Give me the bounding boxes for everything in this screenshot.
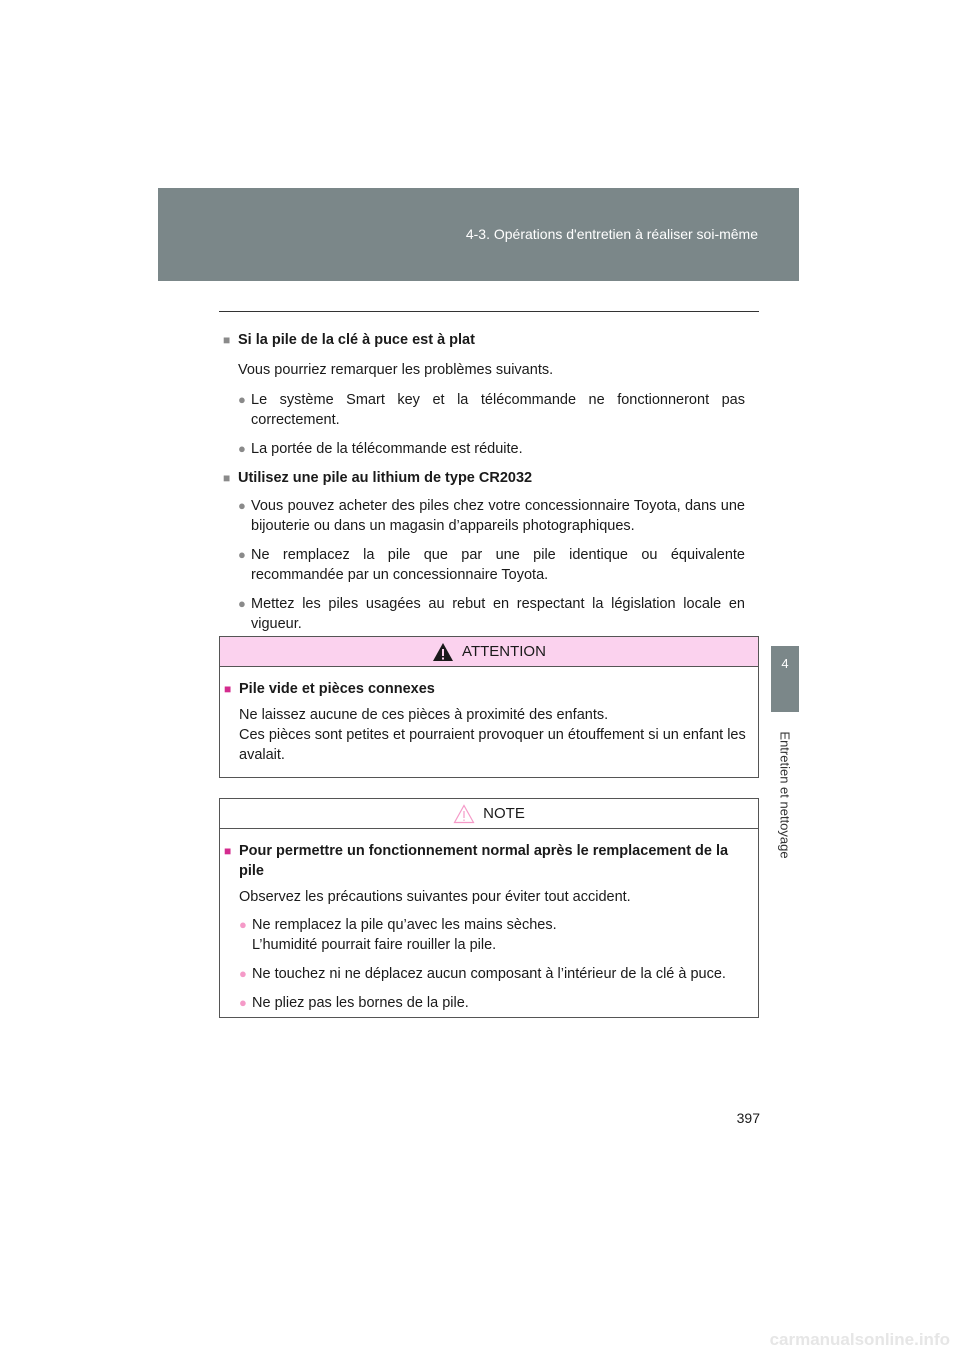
square-icon: ■ xyxy=(224,682,232,696)
note-body xyxy=(220,829,758,1013)
warning-triangle-outline-icon xyxy=(453,804,475,824)
chapter-tab-label xyxy=(771,715,799,875)
circle-bullet-icon: ● xyxy=(238,596,246,611)
note-heading: ■ Pour permettre un fonctionnement normal après le remplacement de la pile xyxy=(224,843,729,879)
list-item: ● La portée de la télécommande est réduite. xyxy=(238,441,523,457)
list-item: ● Vous pouvez acheter des piles chez votre concessionnaire Toyota, dans une bijouterie ou dans un magasin d’appareils photographiques. xyxy=(238,498,745,534)
section-paragraph: Vous pourriez remarquer les problèmes suivants. xyxy=(238,362,554,378)
attention-box xyxy=(219,636,759,778)
list-item: ● Le système Smart key et la télécommande ne fonctionneront pas correctement. xyxy=(238,392,745,428)
list-item: ● Ne pliez pas les bornes de la pile. xyxy=(239,995,469,1011)
circle-bullet-icon: ● xyxy=(238,392,246,407)
note-header xyxy=(220,799,758,829)
attention-body xyxy=(220,667,758,765)
warning-triangle-icon xyxy=(432,642,454,662)
circle-bullet-icon: ● xyxy=(238,498,246,513)
page-number: 397 xyxy=(736,1110,760,1126)
circle-bullet-icon: ● xyxy=(239,917,247,932)
square-icon: ■ xyxy=(223,471,231,485)
square-icon: ■ xyxy=(223,333,231,347)
chapter-title: 4-3. Opérations d'entretien à réaliser soi-même xyxy=(465,226,758,242)
list-item: ● Ne remplacez la pile que par une pile identique ou équivalente recommandée par un concessionnaire Toyota. xyxy=(238,547,745,583)
section-divider xyxy=(219,311,759,312)
section-heading: ■ Si la pile de la clé à puce est à plat xyxy=(223,332,475,348)
circle-bullet-icon: ● xyxy=(238,547,246,562)
note-box xyxy=(219,798,759,1018)
chapter-tab-label-text: Entretien et nettoyage xyxy=(777,731,793,859)
section-heading: ■ Utilisez une pile au lithium de type CR2032 xyxy=(223,470,533,486)
square-icon: ■ xyxy=(224,844,232,858)
chapter-tab-number: 4 xyxy=(771,646,799,712)
main-content xyxy=(223,330,745,643)
list-item: ● Ne remplacez la pile qu’avec les mains sèches. L’humidité pourrait faire rouiller la pile. xyxy=(239,917,557,953)
attention-header xyxy=(220,637,758,667)
list-item: ● Mettez les piles usagées au rebut en respectant la législation locale en vigueur. xyxy=(238,596,745,632)
attention-heading: ■ Pile vide et pièces connexes xyxy=(224,681,435,697)
circle-bullet-icon: ● xyxy=(238,441,246,456)
chapter-header-band xyxy=(158,188,799,281)
list-item: ● Ne touchez ni ne déplacez aucun composant à l’intérieur de la clé à puce. xyxy=(239,966,726,982)
circle-bullet-icon: ● xyxy=(239,966,247,981)
circle-bullet-icon: ● xyxy=(239,995,247,1010)
watermark: carmanualsonline.info xyxy=(769,1330,950,1349)
attention-label: ATTENTION xyxy=(462,643,546,660)
note-label: NOTE xyxy=(483,805,525,822)
note-text: Observez les précautions suivantes pour éviter tout accident. xyxy=(239,889,631,905)
attention-text: Ne laissez aucune de ces pièces à proximité des enfants. Ces pièces sont petites et pourraient provoquer un étouffement si un enfant les avalait. xyxy=(239,707,746,763)
